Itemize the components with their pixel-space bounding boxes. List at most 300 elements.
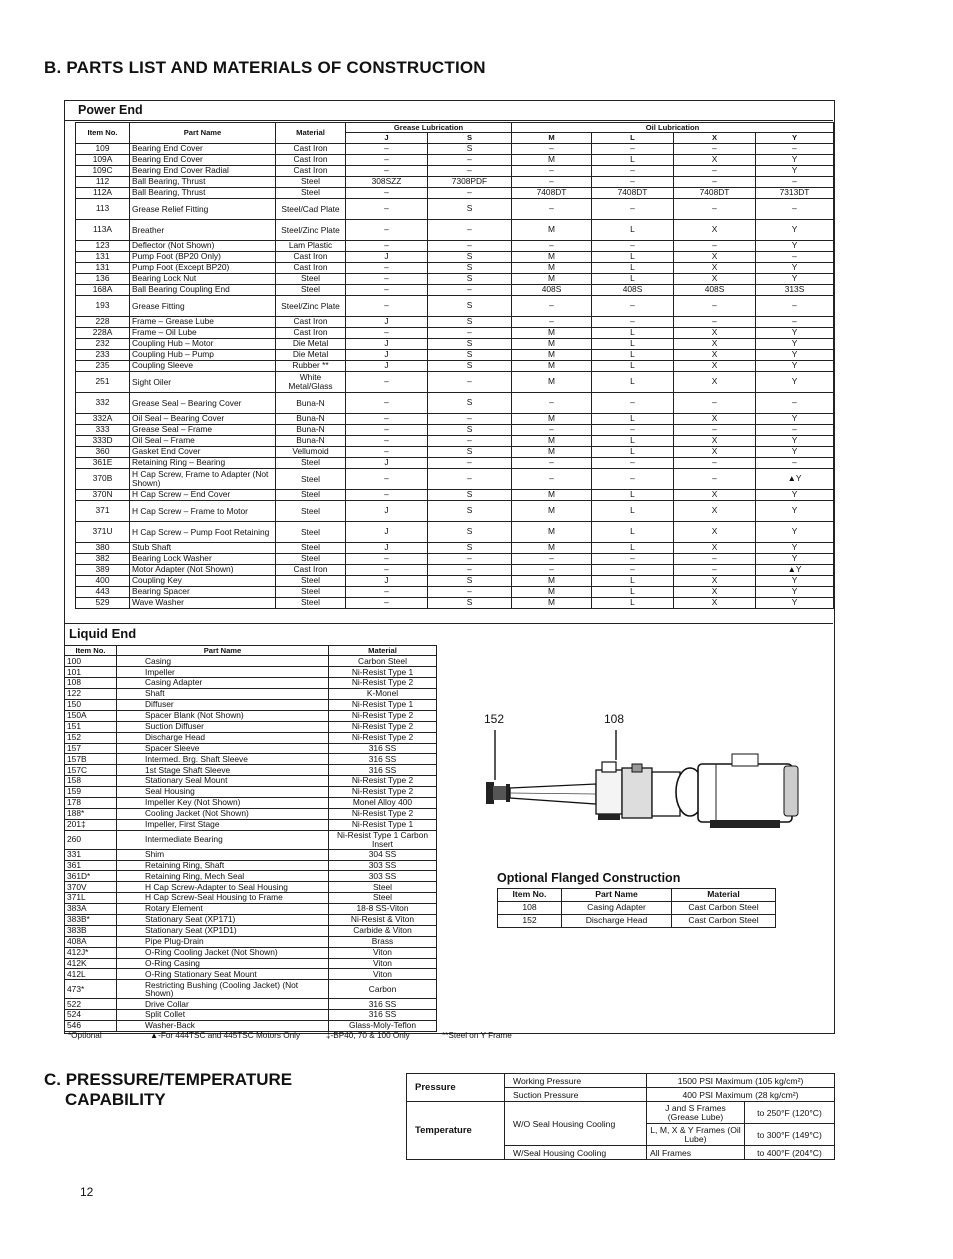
liquid-end-row (65, 904, 437, 915)
lubrication-cell: Y (756, 154, 834, 165)
lubrication-cell: – (756, 143, 834, 154)
material-cell: Cast Iron (276, 327, 346, 338)
liquid-part-name-cell: Impeller (117, 667, 329, 678)
col-grease-lubrication: Grease Lubrication (346, 123, 512, 133)
lubrication-cell: – (756, 316, 834, 327)
liquid-item-no-cell: 122 (65, 689, 117, 700)
pump-illustration (484, 728, 806, 830)
liquid-part-name-cell: O-Ring Casing (117, 958, 329, 969)
optional-flanged-title: Optional Flanged Construction (497, 871, 681, 885)
liquid-end-row (65, 893, 437, 904)
part-name-cell: Bearing End Cover (130, 143, 276, 154)
lubrication-cell: – (346, 553, 428, 564)
lubrication-cell: – (346, 446, 428, 457)
lubrication-cell: Y (756, 413, 834, 424)
lubrication-cell: S (428, 338, 512, 349)
lubrication-cell: X (674, 371, 756, 392)
power-end-row (76, 575, 834, 586)
item-no-cell: 168A (76, 284, 130, 295)
lubrication-cell: L (592, 360, 674, 371)
part-name-cell: Bearing Lock Washer (130, 553, 276, 564)
lubrication-cell: – (346, 187, 428, 198)
liquid-part-name-cell: Intermediate Bearing (117, 830, 329, 849)
liquid-part-name-cell: H Cap Screw-Seal Housing to Frame (117, 893, 329, 904)
lubrication-cell: – (346, 154, 428, 165)
lubrication-cell: – (592, 316, 674, 327)
lubrication-cell: – (674, 143, 756, 154)
temperature-label: Temperature (407, 1102, 505, 1160)
pressure-temperature-table (406, 1073, 835, 1160)
material-cell: Die Metal (276, 338, 346, 349)
item-no-cell: 112A (76, 187, 130, 198)
optional-cell: 152 (498, 915, 562, 928)
lubrication-cell: X (674, 521, 756, 542)
part-name-cell: Bearing End Cover (130, 154, 276, 165)
part-name-cell: H Cap Screw – Pump Foot Retaining (130, 521, 276, 542)
liquid-end-row (65, 925, 437, 936)
lubrication-cell: X (674, 586, 756, 597)
footnote-optional: *Optional (68, 1031, 102, 1040)
lubrication-cell: – (346, 165, 428, 176)
lubrication-cell: – (674, 392, 756, 413)
lubrication-cell: Y (756, 349, 834, 360)
power-end-row (76, 360, 834, 371)
lubrication-cell: – (346, 327, 428, 338)
lubrication-cell: Y (756, 435, 834, 446)
part-name-cell: H Cap Screw – End Cover (130, 489, 276, 500)
liquid-material-cell: Ni-Resist Type 1 (329, 699, 437, 710)
material-cell: Steel (276, 542, 346, 553)
lubrication-cell: – (346, 262, 428, 273)
liquid-part-name-cell: O-Ring Cooling Jacket (Not Shown) (117, 947, 329, 958)
liquid-end-row (65, 849, 437, 860)
liquid-material-cell: 316 SS (329, 743, 437, 754)
lubrication-cell: J (346, 521, 428, 542)
power-end-row (76, 413, 834, 424)
liquid-end-row (65, 689, 437, 700)
material-cell: Cast Iron (276, 564, 346, 575)
item-no-cell: 131 (76, 251, 130, 262)
lubrication-cell: Y (756, 371, 834, 392)
material-cell: White Metal/Glass (276, 371, 346, 392)
material-cell: Buna-N (276, 435, 346, 446)
lubrication-cell: M (512, 219, 592, 240)
liquid-part-name-cell: Cooling Jacket (Not Shown) (117, 808, 329, 819)
power-end-row (76, 553, 834, 564)
item-no-cell: 333D (76, 435, 130, 446)
optional-cell: Discharge Head (562, 915, 672, 928)
liquid-item-no-cell: 100 (65, 656, 117, 667)
part-name-cell: Retaining Ring – Bearing (130, 457, 276, 468)
liquid-item-no-cell: 159 (65, 787, 117, 798)
item-no-cell: 332 (76, 392, 130, 413)
lubrication-cell: – (674, 295, 756, 316)
liquid-item-no-cell: 157C (65, 765, 117, 776)
section-c-title-line2: CAPABILITY (65, 1090, 166, 1109)
lubrication-cell: S (428, 575, 512, 586)
material-cell: Steel/Zinc Plate (276, 295, 346, 316)
part-name-cell: Breather (130, 219, 276, 240)
material-cell: Cast Iron (276, 154, 346, 165)
col-m: M (512, 133, 592, 143)
liquid-end-row (65, 808, 437, 819)
lubrication-cell: L (592, 597, 674, 608)
lubrication-cell: X (674, 500, 756, 521)
liquid-end-title: Liquid End (69, 626, 137, 641)
liquid-end-row (65, 936, 437, 947)
lubrication-cell: M (512, 489, 592, 500)
material-cell: Steel (276, 457, 346, 468)
power-end-row (76, 176, 834, 187)
lubrication-cell: – (428, 586, 512, 597)
liquid-part-name-cell: Shaft (117, 689, 329, 700)
power-end-row (76, 457, 834, 468)
material-cell: Buna-N (276, 413, 346, 424)
liquid-end-row (65, 958, 437, 969)
item-no-cell: 333 (76, 424, 130, 435)
lubrication-cell: – (592, 198, 674, 219)
lubrication-cell: L (592, 338, 674, 349)
power-end-row (76, 262, 834, 273)
liquid-end-row (65, 656, 437, 667)
lubrication-cell: – (346, 295, 428, 316)
liquid-material-cell: K-Monel (329, 689, 437, 700)
lubrication-cell: M (512, 349, 592, 360)
liquid-material-cell: Ni-Resist Type 2 (329, 721, 437, 732)
material-cell: Steel (276, 586, 346, 597)
suction-pressure-label: Suction Pressure (505, 1088, 647, 1102)
liquid-end-header-row (65, 646, 437, 656)
all-frames-value: to 400°F (204°C) (745, 1146, 835, 1160)
lubrication-cell: 7308PDF (428, 176, 512, 187)
power-end-row (76, 295, 834, 316)
lubrication-cell: M (512, 500, 592, 521)
lubrication-cell: 408S (674, 284, 756, 295)
liquid-end-row (65, 721, 437, 732)
part-name-cell: Pump Foot (Except BP20) (130, 262, 276, 273)
lubrication-cell: – (346, 143, 428, 154)
power-end-row (76, 435, 834, 446)
lubrication-cell: Y (756, 165, 834, 176)
lubrication-cell: M (512, 586, 592, 597)
lubrication-cell: – (592, 165, 674, 176)
power-end-row (76, 586, 834, 597)
liquid-item-no-cell: 383B (65, 925, 117, 936)
lubrication-cell: X (674, 575, 756, 586)
lubrication-cell: – (674, 457, 756, 468)
part-name-cell: Grease Seal – Frame (130, 424, 276, 435)
liquid-end-divider (64, 623, 833, 624)
optional-col-material: Material (672, 889, 776, 902)
liquid-material-cell: Steel (329, 893, 437, 904)
liquid-item-no-cell: 361D* (65, 871, 117, 882)
liquid-end-row (65, 819, 437, 830)
part-name-cell: Bearing Lock Nut (130, 273, 276, 284)
lubrication-cell: – (428, 468, 512, 489)
lubrication-cell: – (346, 392, 428, 413)
power-end-row (76, 564, 834, 575)
footnote-motors: ▲-For 444TSC and 445TSC Motors Only (150, 1031, 301, 1040)
liquid-end-body (65, 656, 437, 1032)
lubrication-cell: S (428, 262, 512, 273)
js-frames-value: to 250°F (120°C) (745, 1102, 835, 1124)
lubrication-cell: – (592, 392, 674, 413)
pressure-label: Pressure (407, 1074, 505, 1102)
lubrication-cell: – (512, 143, 592, 154)
suction-pressure-value: 400 PSI Maximum (28 kg/cm²) (647, 1088, 835, 1102)
w-seal-cooling-label: W/Seal Housing Cooling (505, 1146, 647, 1160)
power-end-row (76, 371, 834, 392)
lubrication-cell: S (428, 500, 512, 521)
material-cell: Buna-N (276, 424, 346, 435)
lubrication-cell: L (592, 219, 674, 240)
lmxy-frames-value: to 300°F (149°C) (745, 1124, 835, 1146)
lubrication-cell: – (592, 553, 674, 564)
liquid-material-cell: Glass-Moly-Teflon (329, 1021, 437, 1032)
material-cell: Buna-N (276, 392, 346, 413)
part-name-cell: Oil Seal – Bearing Cover (130, 413, 276, 424)
part-name-cell: Coupling Hub – Pump (130, 349, 276, 360)
lubrication-cell: S (428, 198, 512, 219)
lubrication-cell: – (346, 371, 428, 392)
part-name-cell: Grease Fitting (130, 295, 276, 316)
material-cell: Cast Iron (276, 165, 346, 176)
lubrication-cell: Y (756, 360, 834, 371)
lubrication-cell: – (512, 424, 592, 435)
part-name-cell: Wave Washer (130, 597, 276, 608)
lubrication-cell: L (592, 273, 674, 284)
liquid-item-no-cell: 260 (65, 830, 117, 849)
liquid-part-name-cell: Intermed. Brg. Shaft Sleeve (117, 754, 329, 765)
lubrication-cell: Y (756, 446, 834, 457)
lubrication-cell: M (512, 327, 592, 338)
lubrication-cell: ▲Y (756, 564, 834, 575)
power-end-row (76, 165, 834, 176)
power-end-header (64, 100, 833, 121)
lubrication-cell: L (592, 413, 674, 424)
power-end-row (76, 143, 834, 154)
lubrication-cell: – (346, 468, 428, 489)
lubrication-cell: S (428, 360, 512, 371)
lubrication-cell: S (428, 143, 512, 154)
lubrication-cell: – (428, 553, 512, 564)
lubrication-cell: L (592, 586, 674, 597)
lubrication-cell: X (674, 360, 756, 371)
col-y: Y (756, 133, 834, 143)
liquid-end-row (65, 915, 437, 926)
lubrication-cell: L (592, 154, 674, 165)
lubrication-cell: S (428, 521, 512, 542)
lubrication-cell: – (428, 371, 512, 392)
lubrication-cell: M (512, 435, 592, 446)
power-end-row (76, 392, 834, 413)
lubrication-cell: – (428, 284, 512, 295)
power-end-row (76, 468, 834, 489)
lubrication-cell: – (756, 251, 834, 262)
liquid-material-cell: 316 SS (329, 765, 437, 776)
material-cell: Steel (276, 176, 346, 187)
liquid-material-cell: Ni-Resist Type 1 (329, 667, 437, 678)
all-frames-label: All Frames (647, 1146, 745, 1160)
footnote-bp: ‡-BP40, 70 & 100 Only (326, 1031, 410, 1040)
power-end-row (76, 219, 834, 240)
lubrication-cell: – (512, 392, 592, 413)
part-name-cell: Frame – Grease Lube (130, 316, 276, 327)
part-name-cell: Bearing End Cover Radial (130, 165, 276, 176)
lubrication-cell: X (674, 251, 756, 262)
lubrication-cell: M (512, 154, 592, 165)
lubrication-cell: Y (756, 586, 834, 597)
item-no-cell: 400 (76, 575, 130, 586)
liquid-item-no-cell: 412J* (65, 947, 117, 958)
lubrication-cell: X (674, 489, 756, 500)
lubrication-cell: M (512, 273, 592, 284)
liquid-item-no-cell: 522 (65, 999, 117, 1010)
lubrication-cell: Y (756, 240, 834, 251)
lubrication-cell: X (674, 597, 756, 608)
col-part-name: Part Name (130, 123, 276, 144)
liquid-material-cell: 18-8 SS-Viton (329, 904, 437, 915)
lubrication-cell: L (592, 500, 674, 521)
lubrication-cell: Y (756, 500, 834, 521)
js-frames-label: J and S Frames (Grease Lube) (647, 1102, 745, 1124)
lubrication-cell: 308SZZ (346, 176, 428, 187)
lubrication-cell: 7408DT (592, 187, 674, 198)
item-no-cell: 233 (76, 349, 130, 360)
liquid-material-cell: 316 SS (329, 1010, 437, 1021)
lubrication-cell: Y (756, 219, 834, 240)
lubrication-cell: L (592, 262, 674, 273)
lubrication-cell: L (592, 489, 674, 500)
lubrication-cell: L (592, 251, 674, 262)
lubrication-cell: – (674, 240, 756, 251)
part-name-cell: Motor Adapter (Not Shown) (130, 564, 276, 575)
liquid-part-name-cell: Seal Housing (117, 787, 329, 798)
lubrication-cell: L (592, 446, 674, 457)
item-no-cell: 360 (76, 446, 130, 457)
liquid-part-name-cell: Spacer Blank (Not Shown) (117, 710, 329, 721)
liquid-part-name-cell: Stationary Seal Mount (117, 776, 329, 787)
item-no-cell: 371U (76, 521, 130, 542)
lubrication-cell: – (346, 435, 428, 446)
liquid-part-name-cell: Impeller, First Stage (117, 819, 329, 830)
lubrication-cell: S (428, 295, 512, 316)
liquid-part-name-cell: O-Ring Stationary Seat Mount (117, 969, 329, 980)
part-name-cell: Stub Shaft (130, 542, 276, 553)
lubrication-cell: Y (756, 273, 834, 284)
material-cell: Steel (276, 597, 346, 608)
lubrication-cell: S (428, 251, 512, 262)
liquid-end-row (65, 947, 437, 958)
lubrication-cell: – (428, 564, 512, 575)
liquid-material-cell: Ni-Resist & Viton (329, 915, 437, 926)
liquid-part-name-cell: H Cap Screw-Adapter to Seal Housing (117, 882, 329, 893)
section-c-title-line1: C. PRESSURE/TEMPERATURE (44, 1070, 293, 1089)
liquid-material-cell: 303 SS (329, 860, 437, 871)
lubrication-cell: 7408DT (512, 187, 592, 198)
power-end-row (76, 273, 834, 284)
lubrication-cell: – (346, 413, 428, 424)
liquid-item-no-cell: 370V (65, 882, 117, 893)
power-end-row (76, 284, 834, 295)
lubrication-cell: 408S (512, 284, 592, 295)
liquid-part-name-cell: Shim (117, 849, 329, 860)
lubrication-cell: M (512, 575, 592, 586)
liquid-item-no-cell: 524 (65, 1010, 117, 1021)
power-end-row (76, 338, 834, 349)
lubrication-cell: X (674, 273, 756, 284)
liquid-part-name-cell: Retaining Ring, Shaft (117, 860, 329, 871)
liquid-item-no-cell: 412L (65, 969, 117, 980)
optional-flanged-table (497, 888, 776, 928)
liquid-item-no-cell: 201‡ (65, 819, 117, 830)
liquid-item-no-cell: 158 (65, 776, 117, 787)
col-s: S (428, 133, 512, 143)
section-b-title: B. PARTS LIST AND MATERIALS OF CONSTRUCTION (44, 58, 486, 77)
lubrication-cell: – (346, 564, 428, 575)
material-cell: Lam Plastic (276, 240, 346, 251)
liquid-part-name-cell: Pipe Plug-Drain (117, 936, 329, 947)
liquid-end-row (65, 699, 437, 710)
lubrication-cell: X (674, 413, 756, 424)
part-name-cell: Frame – Oil Lube (130, 327, 276, 338)
liquid-end-row (65, 830, 437, 849)
liquid-end-row (65, 787, 437, 798)
power-end-row (76, 251, 834, 262)
lubrication-cell: L (592, 435, 674, 446)
lubrication-cell: – (346, 219, 428, 240)
lubrication-cell: Y (756, 542, 834, 553)
power-end-row (76, 489, 834, 500)
material-cell: Cast Iron (276, 316, 346, 327)
lubrication-cell: – (674, 176, 756, 187)
liquid-material-cell: Carbon (329, 980, 437, 999)
optional-row (498, 915, 776, 928)
lubrication-cell: M (512, 446, 592, 457)
lubrication-cell: X (674, 349, 756, 360)
liquid-item-no-cell: 383A (65, 904, 117, 915)
lubrication-cell: J (346, 457, 428, 468)
material-cell: Steel/Cad Plate (276, 198, 346, 219)
liquid-end-row (65, 882, 437, 893)
power-end-row (76, 500, 834, 521)
lubrication-cell: Y (756, 575, 834, 586)
power-end-row (76, 240, 834, 251)
liquid-part-name-cell: Diffuser (117, 699, 329, 710)
lubrication-cell: 313S (756, 284, 834, 295)
lubrication-cell: 7313DT (756, 187, 834, 198)
lubrication-cell: – (592, 457, 674, 468)
liquid-material-cell: Steel (329, 882, 437, 893)
item-no-cell: 109C (76, 165, 130, 176)
lubrication-cell: X (674, 327, 756, 338)
part-name-cell: Coupling Key (130, 575, 276, 586)
lubrication-cell: – (756, 392, 834, 413)
lubrication-cell: M (512, 338, 592, 349)
liquid-item-no-cell: 408A (65, 936, 117, 947)
lubrication-cell: J (346, 500, 428, 521)
part-name-cell: H Cap Screw – Frame to Motor (130, 500, 276, 521)
col-l: L (592, 133, 674, 143)
item-no-cell: 380 (76, 542, 130, 553)
part-name-cell: Grease Relief Fitting (130, 198, 276, 219)
liquid-material-cell: 316 SS (329, 999, 437, 1010)
liquid-item-no-cell: 188* (65, 808, 117, 819)
material-cell: Die Metal (276, 349, 346, 360)
optional-cell: 108 (498, 902, 562, 915)
lubrication-cell: – (346, 240, 428, 251)
working-pressure-value: 1500 PSI Maximum (105 kg/cm²) (647, 1074, 835, 1088)
